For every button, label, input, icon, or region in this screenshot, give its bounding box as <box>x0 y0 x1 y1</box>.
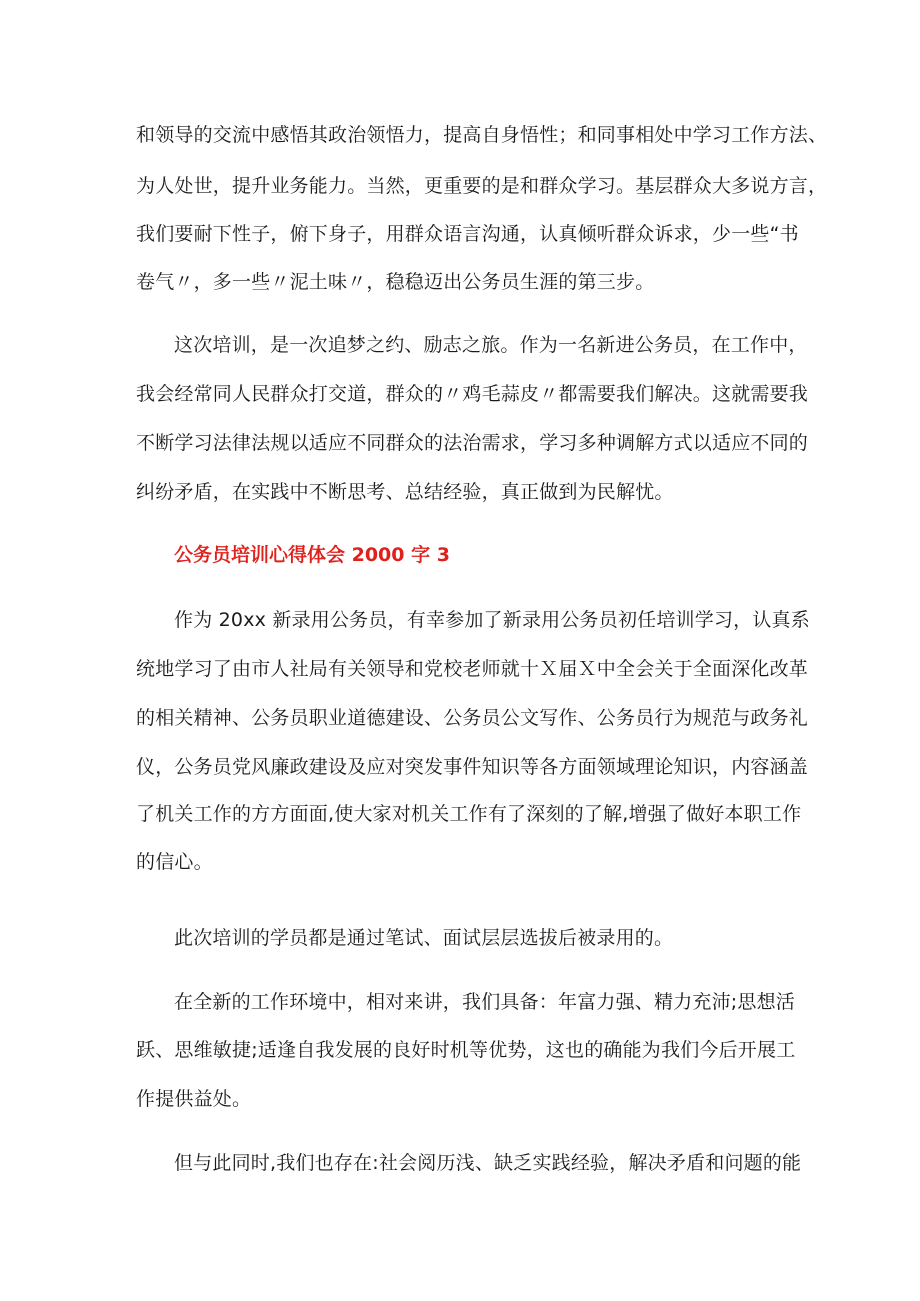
paragraph-line: 的信心。 <box>136 851 213 873</box>
paragraph-line: 卷气〃，多一些〃泥土味〃，稳稳迈出公务员生涯的第三步。 <box>136 271 655 293</box>
paragraph-line: 这次培训，是一次追梦之约、励志之旅。作为一名新进公务员，在工作中， <box>174 334 808 356</box>
paragraph-line: 为人处世，提升业务能力。当然，更重要的是和群众学习。基层群众大多说方言， <box>136 175 828 197</box>
paragraph-line: 不断学习法律法规以适应不同群众的法治需求，学习多种调解方式以适应不同的 <box>136 432 809 454</box>
paragraph-line: 作提供益处。 <box>136 1088 252 1110</box>
paragraph-line: 我们要耐下性子，俯下身子，用群众语言沟通，认真倾听群众诉求，少一些“书 <box>136 223 799 245</box>
paragraph-line: 作为 20xx 新录用公务员，有幸参加了新录用公务员初任培训学习，认真系 <box>174 609 810 631</box>
section-heading: 公务员培训心得体会 2000 字 3 <box>174 544 450 566</box>
paragraph-line: 我会经常同人民群众打交道，群众的〃鸡毛蒜皮〃都需要我们解决。这就需要我 <box>136 383 809 405</box>
paragraph-line: 统地学习了由市人社局有关领导和党校老师就十Ｘ届Ｘ中全会关于全面深化改革 <box>136 658 809 680</box>
paragraph-line: 纠纷矛盾，在实践中不断思考、总结经验，真正做到为民解忧。 <box>136 481 674 503</box>
paragraph-line: 此次培训的学员都是通过笔试、面试层层选拔后被录用的。 <box>174 927 674 949</box>
paragraph-line: 跃、思维敏捷;适逢自我发展的良好时机等优势，这也的确能为我们今后开展工 <box>136 1039 796 1061</box>
paragraph-line: 和领导的交流中感悟其政治领悟力，提高自身悟性；和同事相处中学习工作方法、 <box>136 124 828 146</box>
paragraph-line: 在全新的工作环境中，相对来讲，我们具备：年富力强、精力充沛;思想活 <box>174 991 796 1013</box>
paragraph-line: 但与此同时,我们也存在:社会阅历浅、缺乏实践经验，解决矛盾和问题的能 <box>174 1152 802 1174</box>
paragraph-line: 了机关工作的方方面面,使大家对机关工作有了深刻的了解,增强了做好本职工作 <box>136 803 802 825</box>
paragraph-line: 的相关精神、公务员职业道德建设、公务员公文写作、公务员行为规范与政务礼 <box>136 707 809 729</box>
paragraph-line: 仪，公务员党风廉政建设及应对突发事件知识等各方面领域理论知识，内容涵盖 <box>136 756 809 778</box>
